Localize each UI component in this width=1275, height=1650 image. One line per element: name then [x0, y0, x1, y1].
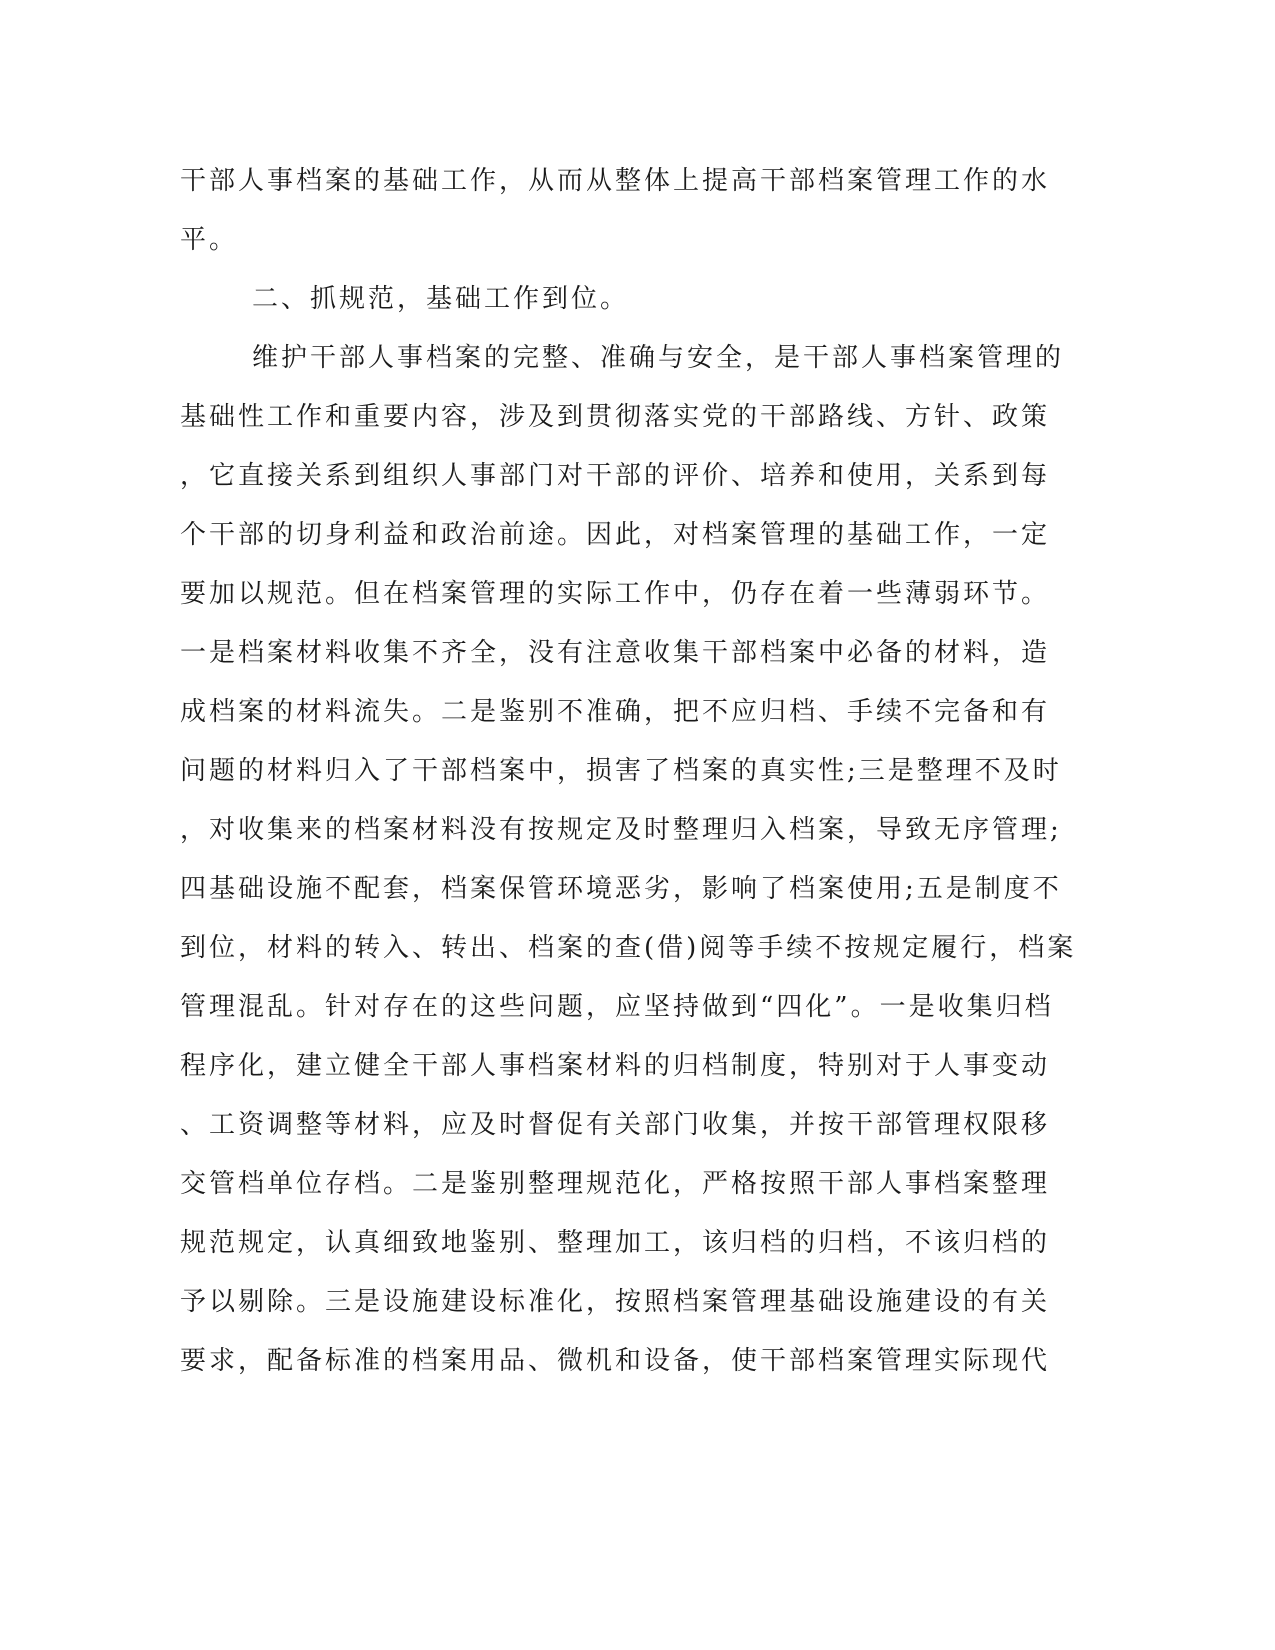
text-line: 基础性工作和重要内容，涉及到贯彻落实党的干部路线、方针、政策 [180, 402, 1051, 432]
text-line: 管理混乱。针对存在的这些问题，应坚持做到“四化”。一是收集归档 [180, 992, 1054, 1022]
text-line: 要求，配备标准的档案用品、微机和设备，使干部档案管理实际现代 [180, 1346, 1051, 1376]
text-line: 问题的材料归入了干部档案中，损害了档案的真实性;三是整理不及时 [180, 756, 1062, 786]
text-line: 干部人事档案的基础工作，从而从整体上提高干部档案管理工作的水 [180, 166, 1051, 196]
text-line: 程序化，建立健全干部人事档案材料的归档制度，特别对于人事变动 [180, 1051, 1051, 1081]
text-line: 交管档单位存档。二是鉴别整理规范化，严格按照干部人事档案整理 [180, 1169, 1051, 1199]
text-line: ，对收集来的档案材料没有按规定及时整理归入档案，导致无序管理; [180, 815, 1062, 845]
text-line: 四基础设施不配套，档案保管环境恶劣，影响了档案使用;五是制度不 [180, 874, 1062, 904]
text-line: 予以剔除。三是设施建设标准化，按照档案管理基础设施建设的有关 [180, 1287, 1051, 1317]
text-line: 一是档案材料收集不齐全，没有注意收集干部档案中必备的材料，造 [180, 638, 1051, 668]
text-line: 规范规定，认真细致地鉴别、整理加工，该归档的归档，不该归档的 [180, 1228, 1051, 1258]
text-line: 、工资调整等材料，应及时督促有关部门收集，并按干部管理权限移 [180, 1110, 1051, 1140]
body-text [180, 152, 1077, 1391]
text-line: 个干部的切身利益和政治前途。因此，对档案管理的基础工作，一定 [180, 520, 1051, 550]
text-line: 到位，材料的转入、转出、档案的查(借)阅等手续不按规定履行，档案 [180, 933, 1077, 963]
section-heading: 二、抓规范，基础工作到位。 [252, 284, 630, 314]
text-line: ，它直接关系到组织人事部门对干部的评价、培养和使用，关系到每 [180, 461, 1051, 491]
text-line: 要加以规范。但在档案管理的实际工作中，仍存在着一些薄弱环节。 [180, 579, 1051, 609]
paragraph-first-line: 维护干部人事档案的完整、准确与安全，是干部人事档案管理的 [252, 343, 1065, 373]
text-line: 成档案的材料流失。二是鉴别不准确，把不应归档、手续不完备和有 [180, 697, 1051, 727]
text-line: 平。 [180, 225, 239, 255]
